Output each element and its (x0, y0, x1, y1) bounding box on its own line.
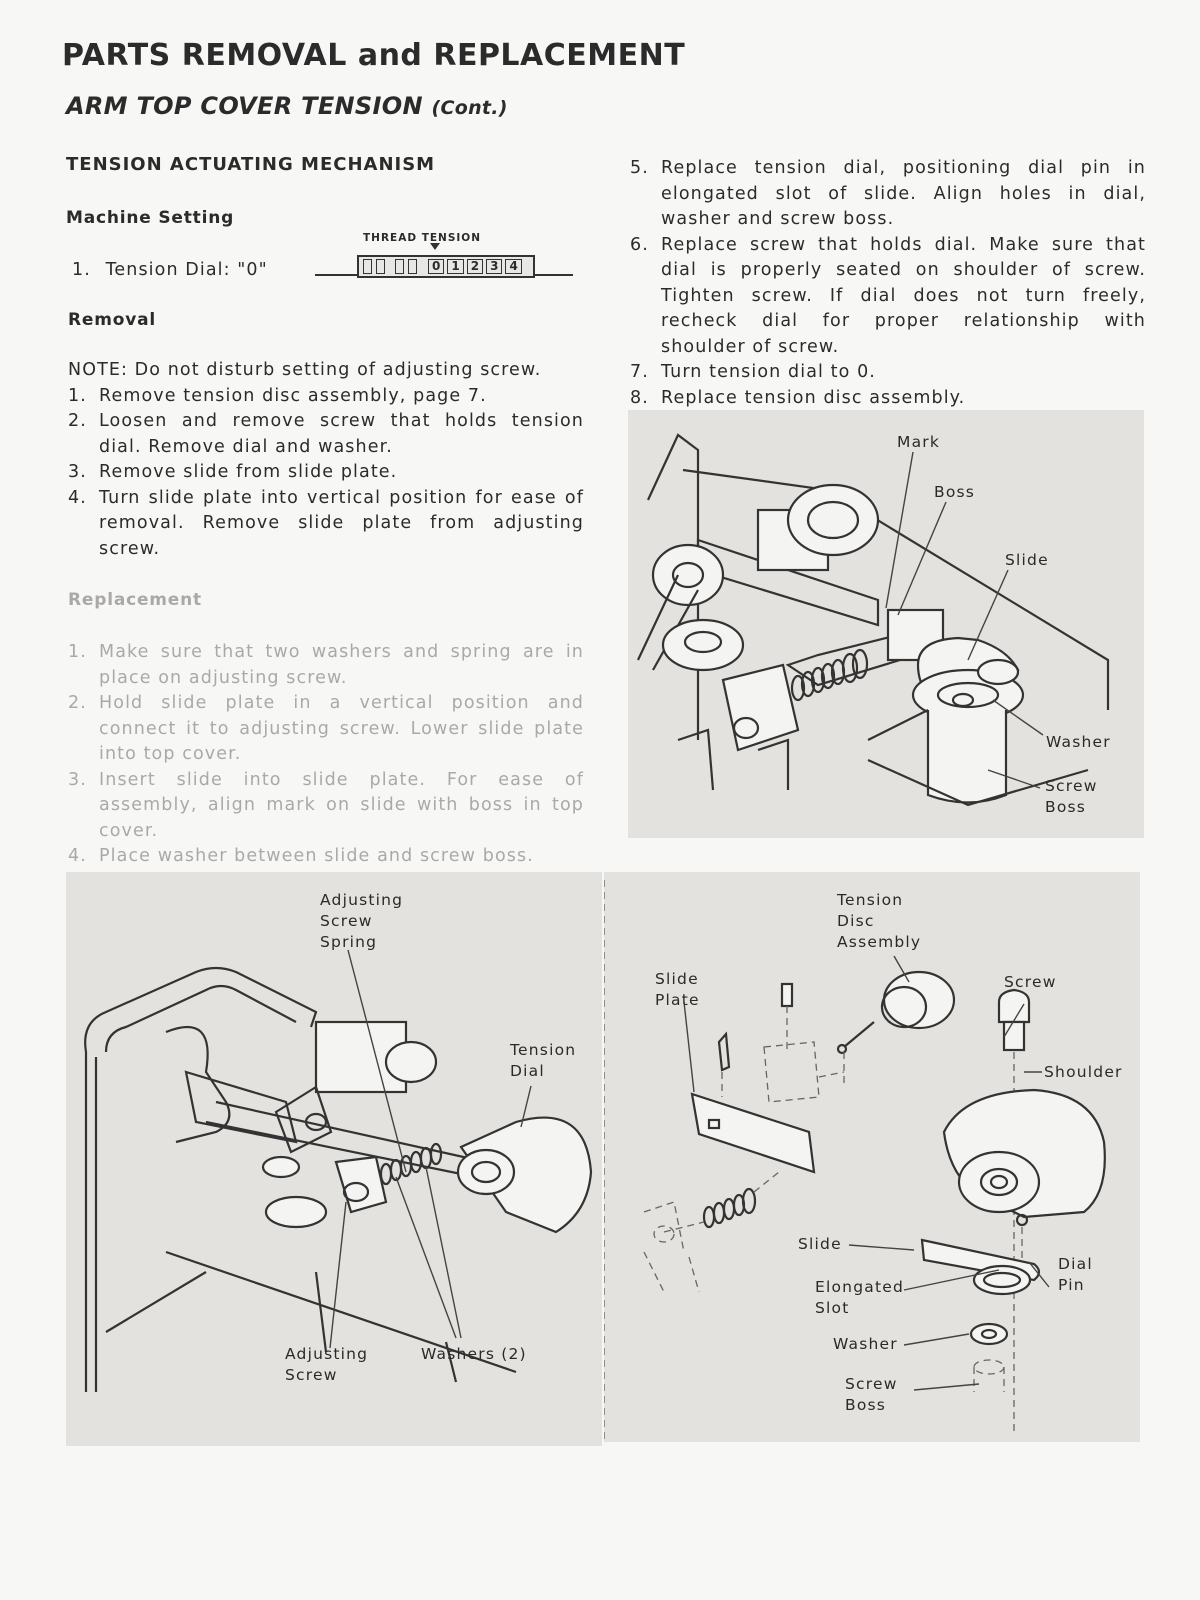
label-screw-boss: Screw Boss (845, 1375, 898, 1414)
label-screw-boss: Screw Boss (1045, 777, 1098, 816)
scale-num: 0 (428, 259, 444, 274)
list-item: 8. Replace tension disc assembly. (630, 387, 966, 408)
label-adjusting-screw-spring: Adjusting Screw Spring (320, 891, 404, 951)
figure-exploded-view-drawing (604, 872, 1140, 1442)
pointer-icon (430, 243, 440, 250)
label-elongated-slot: Elongated Slot (815, 1278, 904, 1317)
label-washer: Washer (833, 1335, 898, 1353)
label-tension-dial: Tension Dial (510, 1041, 577, 1080)
label-boss: Boss (934, 483, 976, 501)
removal-steps (68, 384, 584, 563)
label-screw: Screw (1004, 973, 1057, 991)
removal-heading: Removal (68, 310, 156, 330)
scale-num: 3 (486, 259, 502, 274)
scale-numbers (425, 259, 522, 274)
machine-setting-text: Tension Dial: "0" (105, 260, 268, 280)
figure-slide-assembly (628, 410, 1144, 838)
subtitle-cont: (Cont.) (431, 97, 508, 119)
list-item: 3. Remove slide from slide plate. (68, 462, 398, 482)
subtitle-text: ARM TOP COVER TENSION (66, 92, 423, 120)
machine-setting-heading: Machine Setting (66, 208, 235, 228)
list-item: 1. Make sure that two washers and spring are in place on adjusting screw. (68, 642, 584, 688)
figure-exploded-view (604, 872, 1140, 1442)
scale-num: 1 (447, 259, 463, 274)
label-mark: Mark (897, 433, 941, 451)
list-item: 1. Remove tension disc assembly, page 7. (68, 385, 487, 406)
list-item: 4. Place washer between slide and screw boss. (68, 846, 534, 866)
thread-tension-scale (315, 232, 573, 280)
replacement-heading: Replacement (68, 590, 202, 610)
list-item: 3. Insert slide into slide plate. For ease of assembly, align mark on slide with boss in top cover. (68, 769, 584, 841)
list-item: 7. Turn tension dial to 0. (630, 362, 876, 382)
list-item: 2. Hold slide plate in a vertical position and connect it to adjusting screw. Lower slide plate into top cover. (68, 693, 584, 764)
right-steps-block (630, 156, 1146, 411)
replacement-steps (68, 640, 584, 870)
figure-tension-mechanism (66, 872, 602, 1446)
list-item: 4. Turn slide plate into vertical position for ease of removal. Remove slide plate from adjusting screw. (68, 487, 584, 559)
label-dial-pin: Dial Pin (1058, 1255, 1093, 1294)
list-item: 6. Replace screw that holds dial. Make sure that dial is properly seated on shoulder of screw. Tighten screw. If dial does not turn freely, recheck dial for proper relationship with shoulder of screw. (630, 234, 1146, 357)
label-slide: Slide (798, 1235, 842, 1253)
page-title: PARTS REMOVAL and REPLACEMENT (62, 38, 686, 73)
page-subtitle (66, 92, 508, 120)
machine-setting-num: 1. (72, 260, 91, 280)
replacement-steps-cont (630, 156, 1146, 411)
replacement-block (68, 640, 584, 870)
list-item: 2. Loosen and remove screw that holds tension dial. Remove dial and washer. (68, 411, 584, 457)
scale-box (357, 255, 535, 278)
label-adjusting-screw: Adjusting Screw (285, 1345, 369, 1384)
label-washers: Washers (2) (421, 1345, 527, 1363)
removal-block (68, 358, 584, 562)
thread-tension-label: THREAD TENSION (363, 232, 482, 244)
list-item: 5. Replace tension dial, positioning dial pin in elongated slot of slide. Align holes in dial, washer and screw boss. (630, 158, 1146, 229)
scale-num: 4 (505, 259, 521, 274)
machine-setting-item (72, 258, 268, 284)
label-washer: Washer (1046, 733, 1111, 751)
section-heading: TENSION ACTUATING MECHANISM (66, 154, 436, 175)
figure-slide-assembly-drawing (628, 410, 1144, 838)
removal-note: NOTE: Do not disturb setting of adjusting screw. (68, 360, 542, 380)
label-shoulder: Shoulder (1044, 1063, 1123, 1081)
label-slide: Slide (1005, 551, 1049, 569)
label-slide-plate: Slide Plate (655, 970, 700, 1009)
scale-num: 2 (467, 259, 483, 274)
label-tension-disc-assembly: Tension Disc Assembly (837, 891, 922, 951)
